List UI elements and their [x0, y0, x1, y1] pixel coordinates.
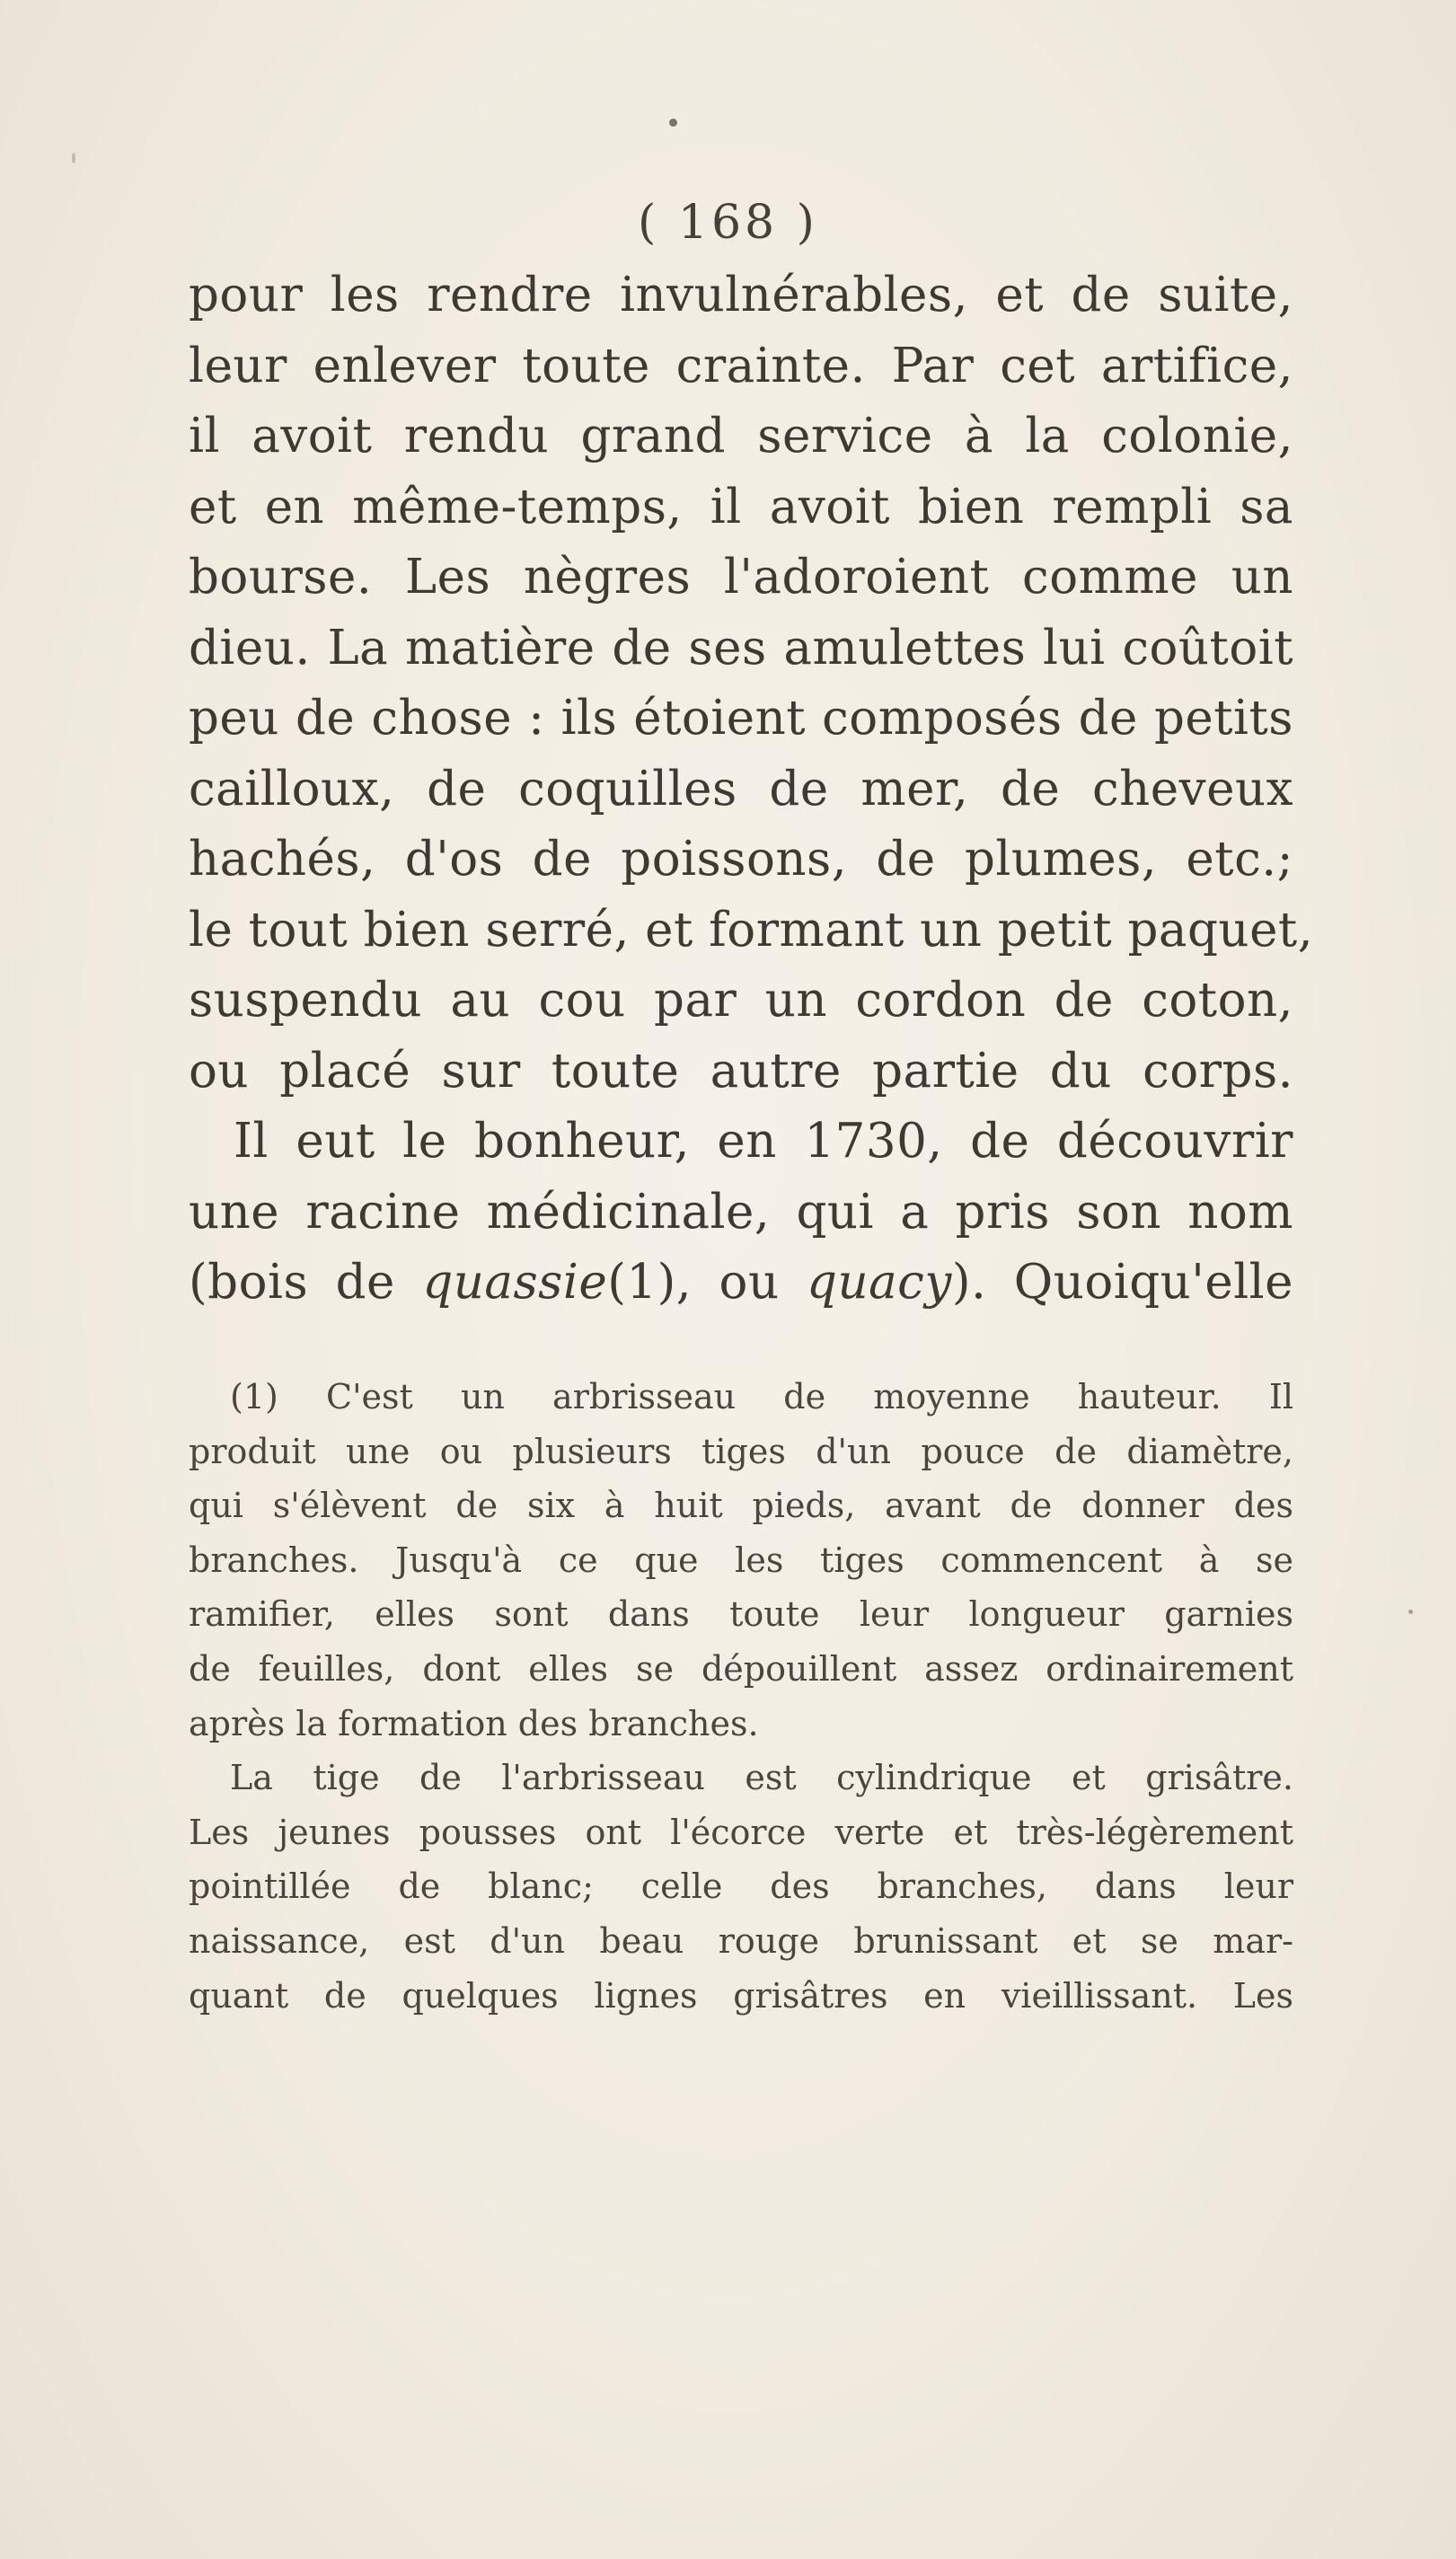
page-number: ( 168 ): [638, 196, 818, 250]
text-line: dieu. La matière de ses amulettes lui coûtoit: [189, 620, 1293, 675]
italic-term-quassie: quassie: [422, 1255, 608, 1310]
footnote-line: (1) C'est un arbrisseau de moyenne hauteur. Il: [230, 1377, 1293, 1416]
text-line: et en même-temps, il avoit bien rempli sa: [189, 479, 1293, 534]
footnote-line: pointillée de blanc; celle des branches, dans leur: [189, 1866, 1293, 1907]
text-line: leur enlever toute crainte. Par cet artifice,: [189, 338, 1293, 393]
footnote-line: naissance, est d'un beau rouge brunissant et se mar-: [189, 1920, 1293, 1961]
footnote-line: qui s'élèvent de six à huit pieds, avant de donner des: [189, 1486, 1293, 1526]
text-line: il avoit rendu grand service à la colonie,: [189, 409, 1293, 463]
text-line: une racine médicinale, qui a pris son nom: [189, 1184, 1293, 1240]
footnote-line: Les jeunes pousses ont l'écorce verte et très-légèrement: [189, 1812, 1293, 1852]
text-line: Il eut le bonheur, en 1730, de découvrir: [234, 1114, 1293, 1169]
footnote-ref: (1): [607, 1255, 676, 1310]
text-fragment: ). Quoiqu'elle: [951, 1255, 1293, 1310]
footnote-block: [189, 1370, 1293, 2023]
text-line: cailloux, de coquilles de mer, de cheveux: [189, 761, 1293, 816]
footnote-line: ramifier, elles sont dans toute leur longueur garnies: [189, 1594, 1293, 1635]
text-fragment: , ou: [675, 1255, 807, 1310]
italic-term-quacy: quacy: [807, 1255, 952, 1310]
text-line: bourse. Les nègres l'adoroient comme un: [189, 550, 1293, 604]
footnote-line: produit une ou plusieurs tiges d'un pouce de diamètre,: [189, 1431, 1293, 1471]
text-fragment: (bois de: [189, 1255, 423, 1310]
text-line: ou placé sur toute autre partie du corps.: [189, 1043, 1293, 1099]
text-line: peu de chose : ils étoient composés de petits: [189, 691, 1293, 746]
footnote-line: quant de quelques lignes grisâtres en vieillissant. Les: [189, 1975, 1293, 2016]
text-line: pour les rendre invulnérables, et de suite,: [189, 268, 1293, 322]
footnote-line: de feuilles, dont elles se dépouillent assez ordinairement: [189, 1648, 1293, 1689]
text-line: suspendu au cou par un cordon de coton,: [189, 973, 1293, 1028]
footnote-line: après la formation des branches.: [189, 1703, 759, 1743]
text-line: le tout bien serré, et formant un petit paquet,: [189, 902, 1314, 957]
text-line: hachés, d'os de poissons, de plumes, etc.;: [189, 832, 1293, 887]
main-text-block: [189, 260, 1314, 1319]
footnote-line: La tige de l'arbrisseau est cylindrique et grisâtre.: [230, 1758, 1293, 1798]
text-line-with-italics: [189, 1248, 1293, 1319]
footnote-line: branches. Jusqu'à ce que les tiges commencent à se: [189, 1540, 1293, 1580]
